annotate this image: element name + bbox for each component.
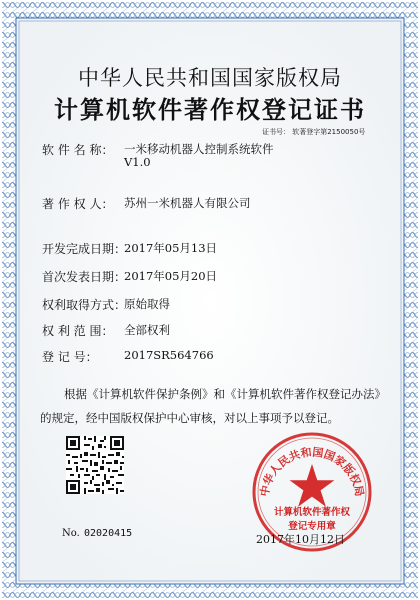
serial-number: 02020415 — [84, 528, 133, 539]
copyright-owner-label: 著 作 权 人： — [42, 197, 114, 211]
seal-inner-line2: 登记专用章 — [288, 521, 336, 532]
certificate-title: 计算机软件著作权登记证书 — [54, 96, 366, 124]
registration-number-label: 登 记 号： — [42, 350, 98, 364]
issuing-authority-title: 中华人民共和国国家版权局 — [78, 66, 342, 90]
software-name-label: 软 件 名 称： — [42, 143, 114, 157]
development-date-value: 2017年05月13日 — [124, 241, 218, 255]
acquisition-method-label: 权利取得方式： — [42, 298, 127, 312]
qr-code-icon — [66, 436, 124, 494]
development-date-label: 开发完成日期： — [42, 242, 127, 256]
seal-ring-text: 中华人民共和国国家版权局 — [257, 445, 367, 498]
certification-statement: 根据《计算机软件保护条例》和《计算机软件著作权登记办法》的规定，经中国版权保护中心审核，对以上事项予以登记。 — [40, 387, 386, 425]
rights-scope-label: 权 利 范 围： — [42, 324, 114, 338]
seal-inner-line1: 计算机软件著作权 — [273, 507, 350, 518]
issue-date: 2017年10月12日 — [256, 533, 345, 546]
registration-number-value: 2017SR564766 — [124, 348, 214, 362]
software-name-value: 一米移动机器人控制系统软件 — [124, 142, 274, 156]
acquisition-method-value: 原始取得 — [124, 297, 170, 311]
rights-scope-value: 全部权利 — [124, 323, 170, 337]
publication-date-value: 2017年05月20日 — [124, 269, 218, 283]
publication-date-label: 首次发表日期： — [42, 270, 127, 284]
copyright-owner-value: 苏州一米机器人有限公司 — [124, 196, 251, 210]
certificate-registration-number: 证书号： 软著登字第2150050号 — [262, 128, 366, 136]
serial-label: No. — [62, 528, 80, 539]
software-version-value: V1.0 — [124, 155, 151, 169]
